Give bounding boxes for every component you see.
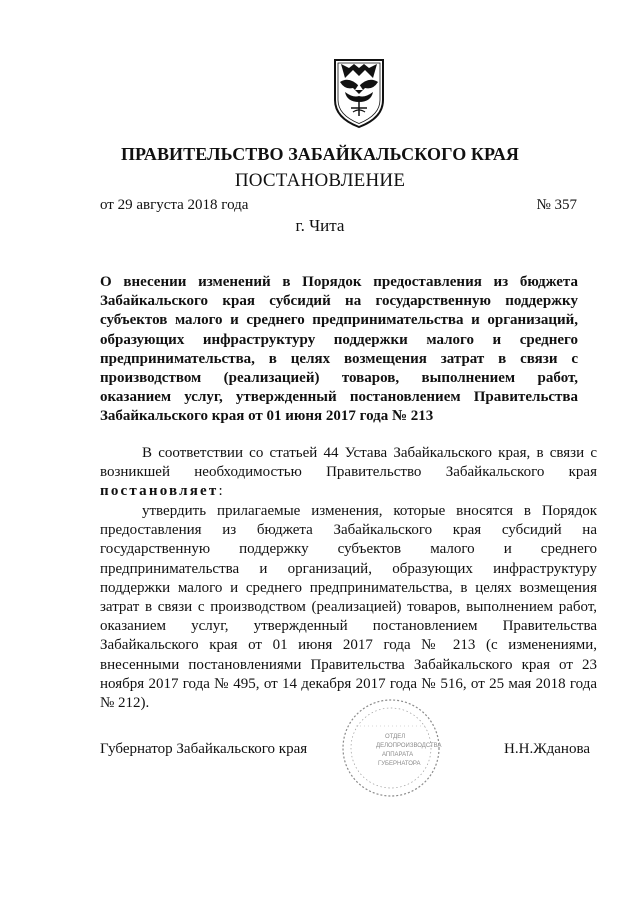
organization-title: ПРАВИТЕЛЬСТВО ЗАБАЙКАЛЬСКОГО КРАЯ xyxy=(120,144,520,164)
signer-name: Н.Н.Жданова xyxy=(504,741,590,757)
document-type: ПОСТАНОВЛЕНИЕ xyxy=(234,170,406,191)
signer-position: Губернатор Забайкальского края xyxy=(100,741,308,757)
svg-text:ГУБЕРНАТОРА: ГУБЕРНАТОРА xyxy=(378,761,421,767)
coat-of-arms-emblem xyxy=(331,56,387,130)
preamble-text: В соответствии со статьей 44 Устава Забайкальского края, в связи с возникшей необходимостью Правительство Забайкальского края xyxy=(100,445,597,481)
document-city: г. Чита xyxy=(295,216,345,235)
decrees-colon: : xyxy=(218,483,223,500)
svg-text:АППАРАТА: АППАРАТА xyxy=(382,752,414,758)
svg-text:ДЕЛОПРОИЗВОДСТВА: ДЕЛОПРОИЗВОДСТВА xyxy=(376,743,442,749)
document-number: № 357 xyxy=(536,197,577,213)
office-stamp xyxy=(338,696,444,800)
document-date: от 29 августа 2018 года xyxy=(100,197,249,213)
document-subject: О внесении изменений в Порядок предоставления из бюджета Забайкальского края субсидий на государственную поддержку субъектов малого и среднего предпринимательства и организаций, образующих инфраструктуру поддержки малого и среднего предпринимательства, в целях возмещения затрат в связи с производством (реализацией) товаров, выполнением работ, оказанием услуг, утвержденный постановлением Правительства Забайкальского края от 01 июня 2017 года № 213 xyxy=(100,274,578,425)
decrees-word: постановляет xyxy=(100,483,219,500)
svg-text:ОТДЕЛ: ОТДЕЛ xyxy=(385,734,406,740)
resolution-paragraph: утвердить прилагаемые изменения, которые вносятся в Порядок предоставления из бюджета Забайкальского края субсидий на государственную поддержку субъектов малого и среднего предпринимательства и организаций, образующих инфраструктуру поддержки малого и среднего предпринимательства, в целях возмещения затрат в связи с производством (реализацией) товаров, выполнением работ, оказанием услуг, утвержденный постановлением Правительства Забайкальского края от 01 июня 2017 года № 213 (с изменениями, внесенными постановлениями Правительства Забайкальского края от 23 ноября 2017 года № 495, от 14 декабря 2017 года № 516, от 25 мая 2018 года № 212). xyxy=(100,503,597,712)
preamble-paragraph xyxy=(100,444,597,502)
